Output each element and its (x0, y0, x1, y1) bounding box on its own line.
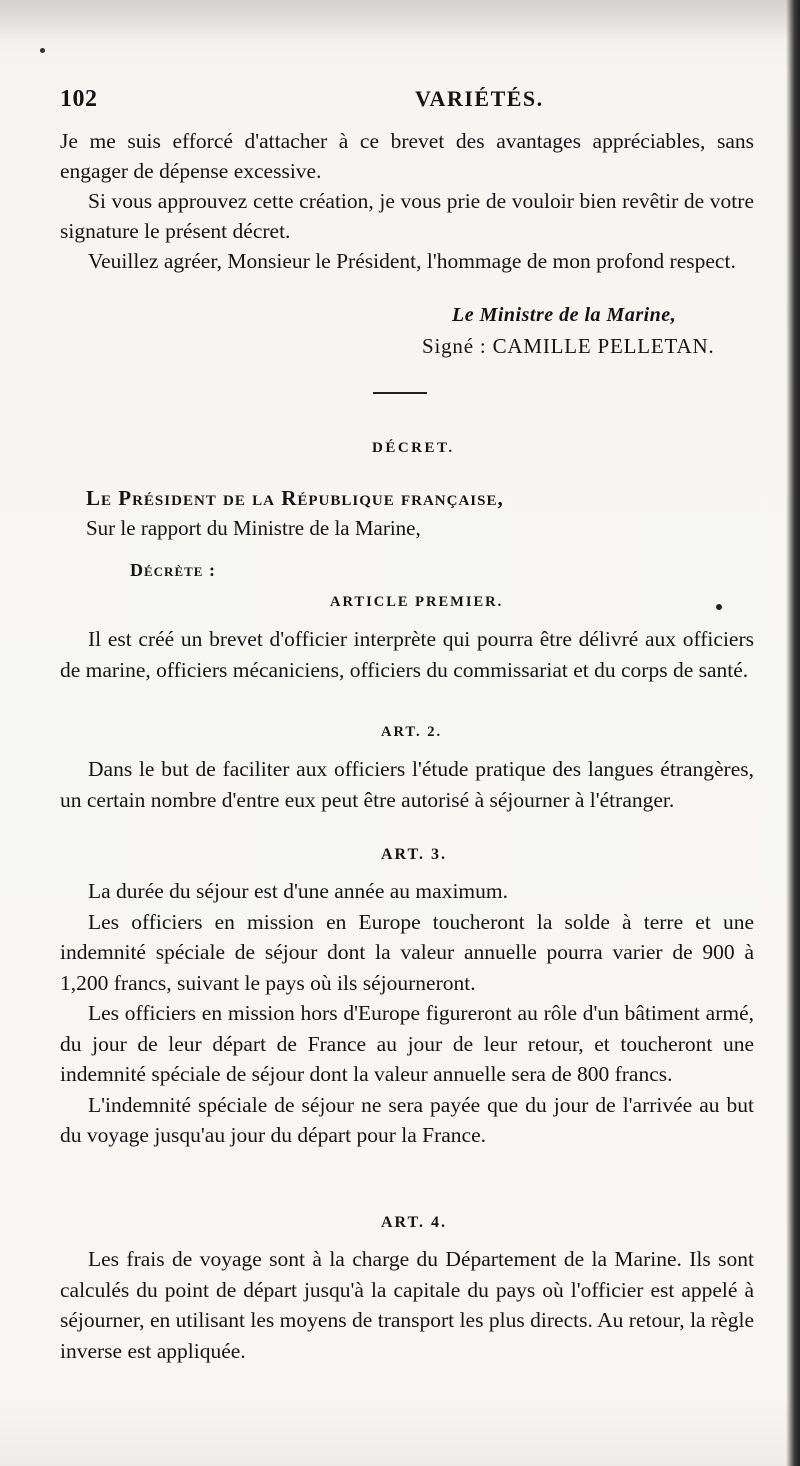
decree-rapport: Sur le rapport du Ministre de la Marine, (86, 516, 421, 540)
article-paragraph: La durée du séjour est d'une année au maximum. (88, 879, 508, 903)
article-heading: ART. 3. (381, 846, 448, 863)
signature-title: Le Ministre de la Marine, (452, 304, 677, 326)
article-body (60, 1244, 754, 1366)
page-top-shadow (0, 0, 800, 40)
signature-name: Signé : CAMILLE PELLETAN. (422, 334, 715, 358)
page-header (60, 86, 760, 120)
section-divider (373, 392, 427, 394)
article-paragraph: Il est créé un brevet d'officier interprète qui pourra être délivré aux officiers de marine, officiers mécaniciens, officiers du commissariat et du corps de santé. (60, 627, 754, 682)
intro-paragraph: Je me suis efforcé d'attacher à ce brevet des avantages appréciables, sans engager de dépense excessive. (60, 129, 754, 183)
running-head: VARIÉTÉS. (415, 86, 544, 111)
article-body (60, 624, 754, 685)
article-body (60, 876, 754, 1151)
page-right-edge (786, 0, 800, 1466)
ink-speck (716, 604, 722, 610)
article-paragraph: Les officiers en mission en Europe toucheront la solde à terre et une indemnité spéciale de séjour dont la valeur annuelle pourra varier de 900 à 1,200 francs, suivant le pays où ils séjourneront. (60, 909, 754, 995)
article-heading: ARTICLE PREMIER. (330, 594, 504, 610)
intro-paragraph: Si vous approuvez cette création, je vous prie de vouloir bien revêtir de votre signature le présent décret. (60, 189, 754, 243)
article-body (60, 754, 754, 815)
article-paragraph: L'indemnité spéciale de séjour ne sera payée que du jour de l'arrivée au but du voyage jusqu'au jour du départ pour la France. (60, 1092, 754, 1147)
article-heading: ART. 4. (381, 1214, 448, 1231)
ink-speck (40, 48, 45, 53)
decree-heading: DÉCRET. (372, 440, 455, 456)
decree-decrete: Décrète : (130, 560, 216, 580)
article-heading: ART. 2. (381, 724, 443, 740)
article-paragraph: Les frais de voyage sont à la charge du Département de la Marine. Ils sont calculés du point de départ jusqu'à la capitale du pays où l'officier est appelé à séjourner, en utilisant les moyens de transport les plus directs. Au retour, la règle inverse est appliquée. (60, 1247, 754, 1363)
intro-paragraph: Veuillez agréer, Monsieur le Président, l'hommage de mon profond respect. (88, 249, 736, 273)
article-paragraph: Dans le but de faciliter aux officiers l'étude pratique des langues étrangères, un certain nombre d'entre eux peut être autorisé à séjourner à l'étranger. (60, 757, 754, 812)
page-number: 102 (60, 86, 98, 112)
article-paragraph: Les officiers en mission hors d'Europe figureront au rôle d'un bâtiment armé, du jour de leur départ de France au jour de leur retour, et toucheront une indemnité spéciale de séjour dont la valeur annuelle sera de 800 francs. (60, 1001, 754, 1086)
decree-president: Le Président de la République française, (86, 486, 504, 510)
intro-text (60, 126, 754, 276)
